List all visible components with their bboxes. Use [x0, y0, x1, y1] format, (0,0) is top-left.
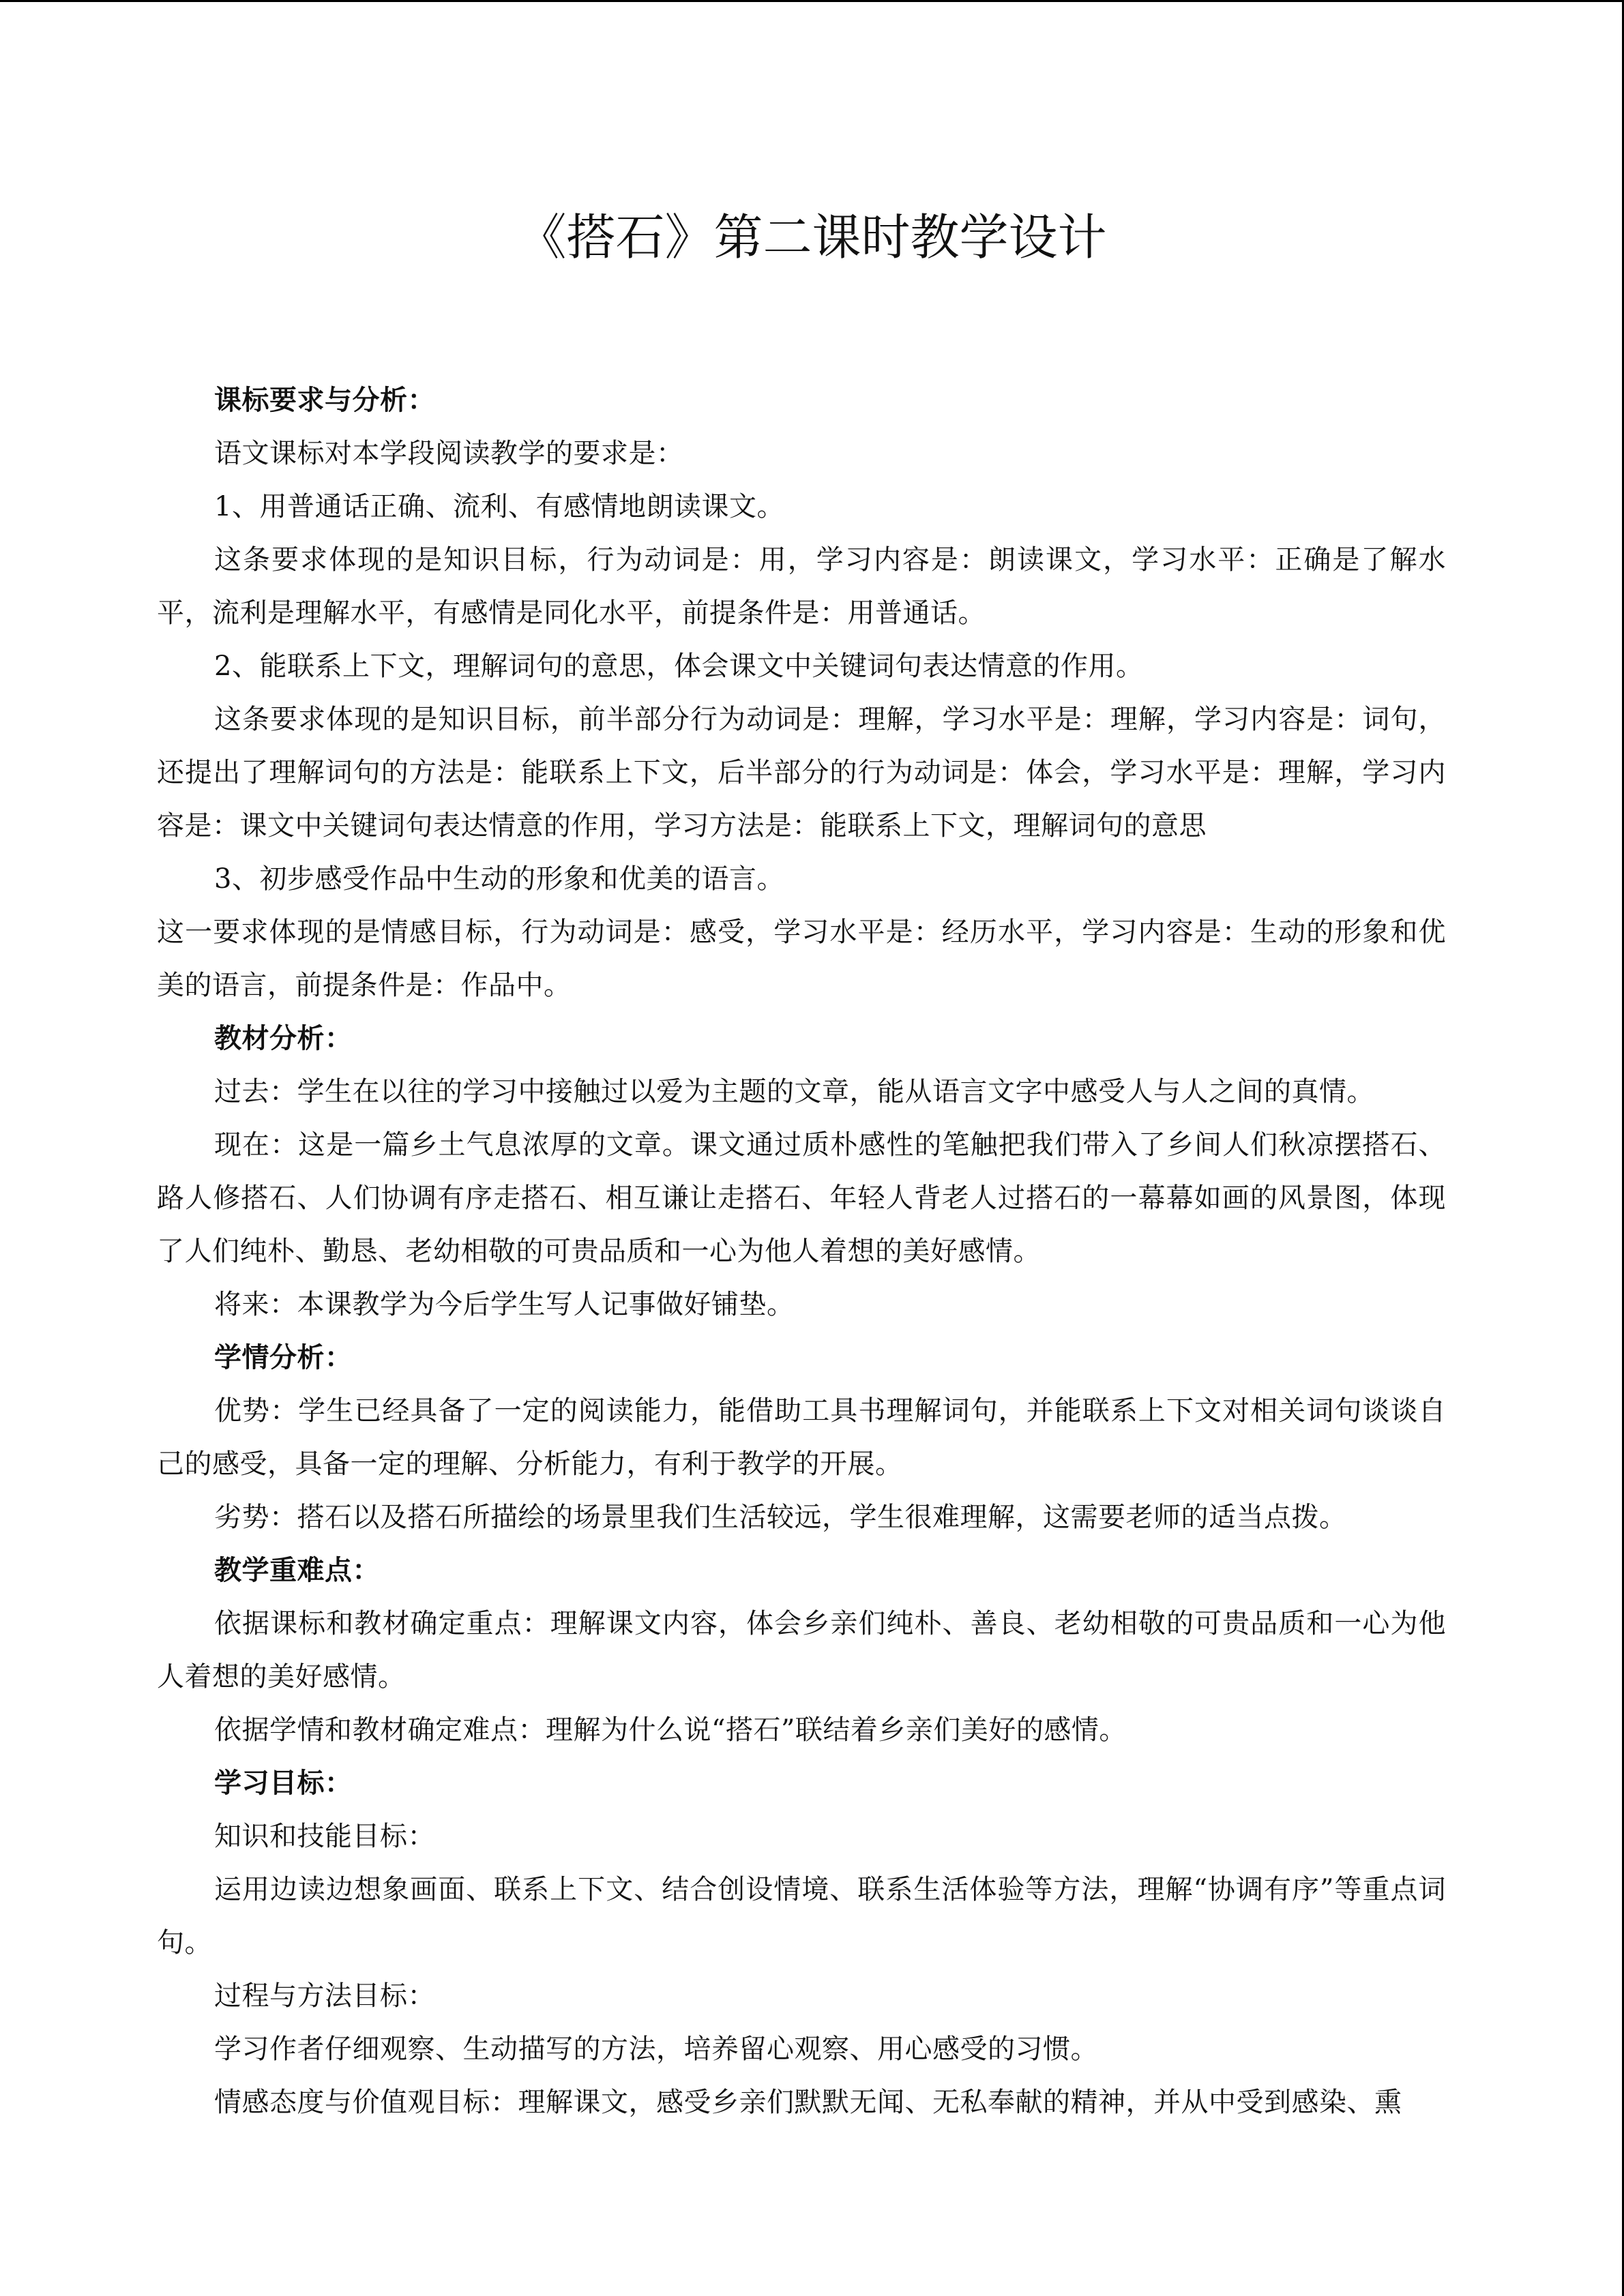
paragraph: 依据课标和教材确定重点：理解课文内容，体会乡亲们纯朴、善良、老幼相敬的可贵品质和一心为他人着想的美好感情。	[157, 1608, 1446, 1693]
paragraph: 优势：学生已经具备了一定的阅读能力，能借助工具书理解词句，并能联系上下文对相关词句谈谈自己的感受，具备一定的理解、分析能力，有利于教学的开展。	[157, 1395, 1446, 1480]
document-title: 《搭石》第二课时教学设计	[517, 209, 1107, 266]
paragraph: 这条要求体现的是知识目标，行为动词是：用，学习内容是：朗读课文，学习水平：正确是了解水平，流利是理解水平，有感情是同化水平，前提条件是：用普通话。	[157, 544, 1446, 629]
paragraph: 劣势：搭石以及搭石所描绘的场景里我们生活较远，学生很难理解，这需要老师的适当点拨。	[214, 1502, 1347, 1533]
paragraph: 语文课标对本学段阅读教学的要求是：	[214, 438, 684, 469]
section-heading-key-points: 教学重难点：	[214, 1555, 380, 1586]
section-heading-textbook: 教材分析：	[214, 1023, 353, 1054]
section-heading-curriculum: 课标要求与分析：	[214, 385, 435, 416]
paragraph: 2、能联系上下文，理解词句的意思，体会课文中关键词句表达情意的作用。	[214, 651, 1144, 682]
section-heading-learners: 学情分析：	[214, 1342, 353, 1373]
paragraph: 过程与方法目标：	[214, 1980, 435, 2012]
paragraph: 这条要求体现的是知识目标，前半部分行为动词是：理解，学习水平是：理解，学习内容是：词句，还提出了理解词句的方法是：能联系上下文，后半部分的行为动词是：体会，学习水平是：理解，学习内容是：课文中关键词句表达情意的作用，学习方法是：能联系上下文，理解词句的意思	[157, 704, 1446, 841]
paragraph: 3、初步感受作品中生动的形象和优美的语言。	[214, 863, 784, 895]
paragraph: 1、用普通话正确、流利、有感情地朗读课文。	[214, 491, 784, 522]
paragraph: 学习作者仔细观察、生动描写的方法，培养留心观察、用心感受的习惯。	[214, 2033, 1098, 2065]
document-body	[157, 374, 1446, 2129]
paragraph: 依据学情和教材确定难点：理解为什么说“搭石”联结着乡亲们美好的感情。	[214, 1714, 1127, 1746]
paragraph: 过去：学生在以往的学习中接触过以爱为主题的文章，能从语言文字中感受人与人之间的真情。	[214, 1076, 1374, 1107]
section-heading-objectives: 学习目标：	[214, 1768, 353, 1799]
paragraph: 知识和技能目标：	[214, 1821, 435, 1852]
paragraph: 这一要求体现的是情感目标，行为动词是：感受，学习水平是：经历水平，学习内容是：生动的形象和优美的语言，前提条件是：作品中。	[157, 916, 1446, 1001]
paragraph: 情感态度与价值观目标：理解课文，感受乡亲们默默无闻、无私奉献的精神，并从中受到感染、熏	[214, 2087, 1402, 2118]
paragraph: 现在：这是一篇乡土气息浓厚的文章。课文通过质朴感性的笔触把我们带入了乡间人们秋凉摆搭石、路人修搭石、人们协调有序走搭石、相互谦让走搭石、年轻人背老人过搭石的一幕幕如画的风景图，体现了人们纯朴、勤恳、老幼相敬的可贵品质和一心为他人着想的美好感情。	[157, 1129, 1446, 1267]
paragraph: 将来：本课教学为今后学生写人记事做好铺垫。	[214, 1289, 795, 1320]
paragraph: 运用边读边想象画面、联系上下文、结合创设情境、联系生活体验等方法，理解“协调有序”等重点词句。	[157, 1874, 1446, 1958]
